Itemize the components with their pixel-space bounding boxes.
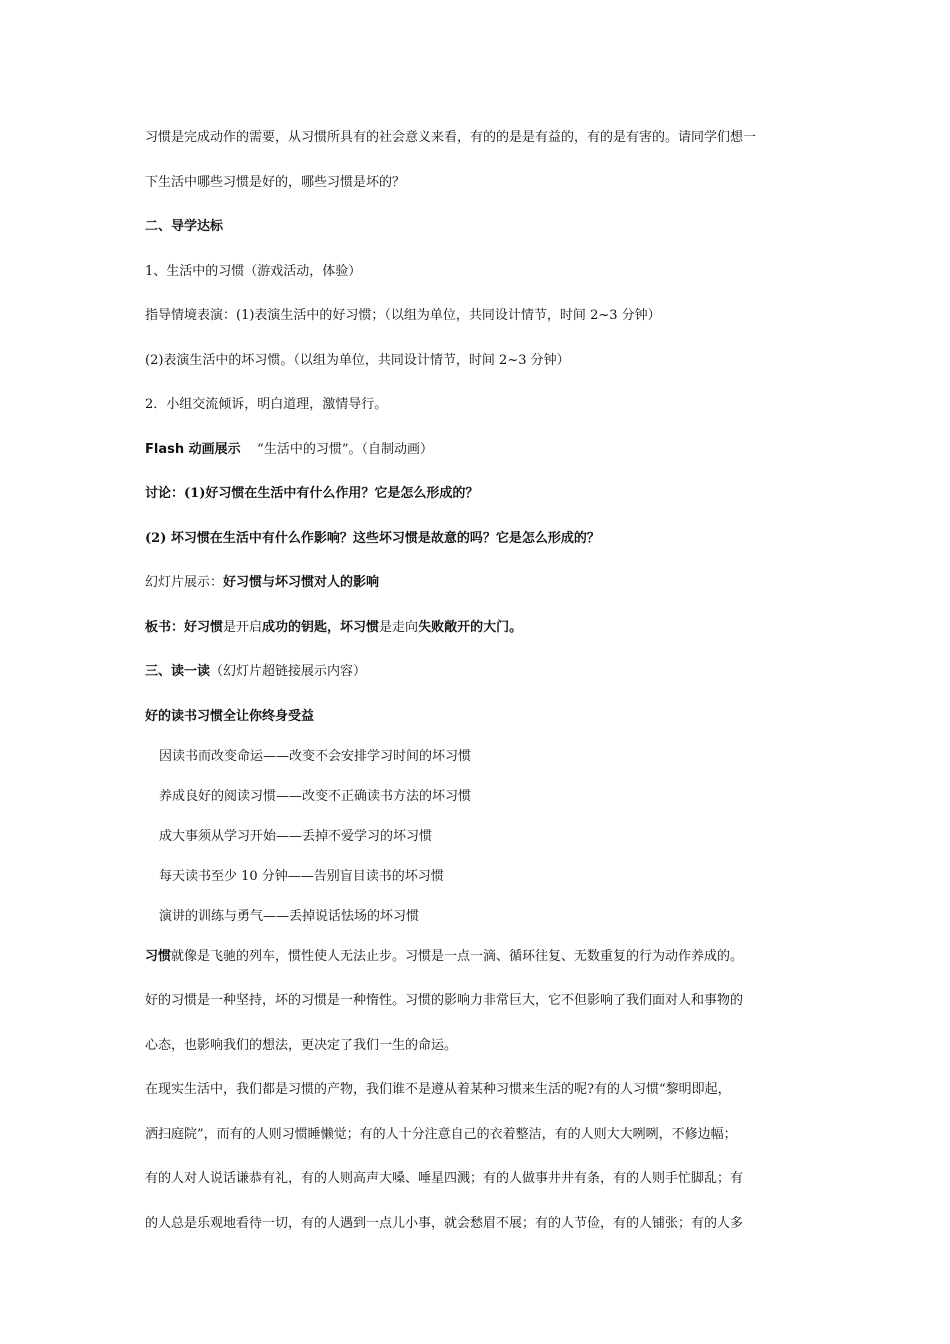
reading-subtitle: 好的读书习惯全让你终身受益 (145, 708, 315, 724)
section-heading-3-line (145, 658, 810, 703)
guide-line-2: (2)表演生活中的坏习惯。（以组为单位，共同设计情节，时间 2~3 分钟） (145, 352, 570, 368)
section-heading-2: 二、导学达标 (145, 219, 224, 234)
para2-line-1: 在现实生活中，我们都是习惯的产物，我们谁不是遵从着某种习惯来生活的呢?有的人习惯“黎明即起， (145, 1082, 731, 1097)
board-part-2: 是开启 (223, 619, 263, 635)
flash-label: Flash 动画展示 (145, 441, 241, 457)
flash-text: “生活中的习惯”。（自制动画） (257, 441, 433, 457)
guide-prefix: 指导情境表演： (145, 308, 237, 323)
para1-line-1 (145, 943, 810, 988)
list-item: 因读书而改变命运——改变不会安排学习时间的坏习惯 (159, 748, 472, 764)
discuss-line-1: 讨论：(1)好习惯在生活中有什么作用？它是怎么形成的？ (145, 486, 479, 501)
guide-line-1 (145, 302, 810, 347)
para1-line-3: 心态，也影响我们的想法，更决定了我们一生的命运。 (145, 1037, 458, 1053)
discuss-line-2: (2) 坏习惯在生活中有什么作影响？这些坏习惯是故意的吗？它是怎么形成的？ (145, 530, 600, 546)
board-part-5: 失败敞开的大门。 (418, 619, 523, 635)
board-part-3: 成功的钥匙，坏习惯 (262, 619, 380, 635)
intro-line-1: 习惯是完成动作的需要，从习惯所具有的社会意义来看，有的的是是有益的，有的是有害的。请同学们想一 (145, 130, 757, 145)
slide-text: 好习惯与坏习惯对人的影响 (223, 575, 380, 590)
flash-line (145, 436, 810, 481)
para2-line-3: 有的人对人说话谦恭有礼，有的人则高声大嗓、唾星四溅；有的人做事井井有条，有的人则手忙脚乱；有 (145, 1171, 744, 1186)
guide-text-1: (1)表演生活中的好习惯；（以组为单位，共同设计情节，时间 2~3 分钟） (236, 308, 661, 323)
board-line (145, 614, 810, 659)
item-2: 2．小组交流倾诉，明白道理，激情导行。 (145, 397, 388, 412)
list-item: 养成良好的阅读习惯——改变不正确读书方法的坏习惯 (159, 788, 472, 804)
section-heading-3-note: （幻灯片超链接展示内容） (210, 664, 367, 679)
list-item: 成大事须从学习开始——丢掉不爱学习的坏习惯 (159, 828, 433, 844)
para1-line-2: 好的习惯是一种坚持，坏的习惯是一种惰性。习惯的影响力非常巨大，它不但影响了我们面对人和事物的 (145, 993, 744, 1008)
slide-line (145, 569, 810, 614)
slide-prefix: 幻灯片展示： (145, 575, 224, 590)
list-item: 每天读书至少 10 分钟——告别盲目读书的坏习惯 (159, 868, 444, 884)
intro-line-2: 下生活中哪些习惯是好的，哪些习惯是坏的？ (145, 174, 406, 190)
board-part-1: 板书：好习惯 (145, 619, 224, 635)
section-heading-3: 三、读一读 (145, 664, 211, 679)
item-1: 1、生活中的习惯（游戏活动，体验） (145, 263, 362, 279)
para1-line-1-text: 就像是飞驰的列车，惯性使人无法止步。习惯是一点一滴、循环往复、无数重复的行为动作养成的。 (171, 948, 744, 964)
para1-lead: 习惯 (145, 948, 172, 964)
list-item: 演讲的训练与勇气——丢掉说话怯场的坏习惯 (159, 908, 420, 924)
para2-line-2: 洒扫庭院”，而有的人则习惯睡懒觉；有的人十分注意自己的衣着整洁，有的人则大大咧咧，不修边幅； (145, 1126, 737, 1142)
para2-line-4: 的人总是乐观地看待一切，有的人遇到一点儿小事，就会愁眉不展；有的人节俭，有的人铺张；有的人多 (145, 1215, 744, 1231)
document-body (145, 124, 810, 1254)
board-part-4: 是走向 (379, 619, 419, 635)
